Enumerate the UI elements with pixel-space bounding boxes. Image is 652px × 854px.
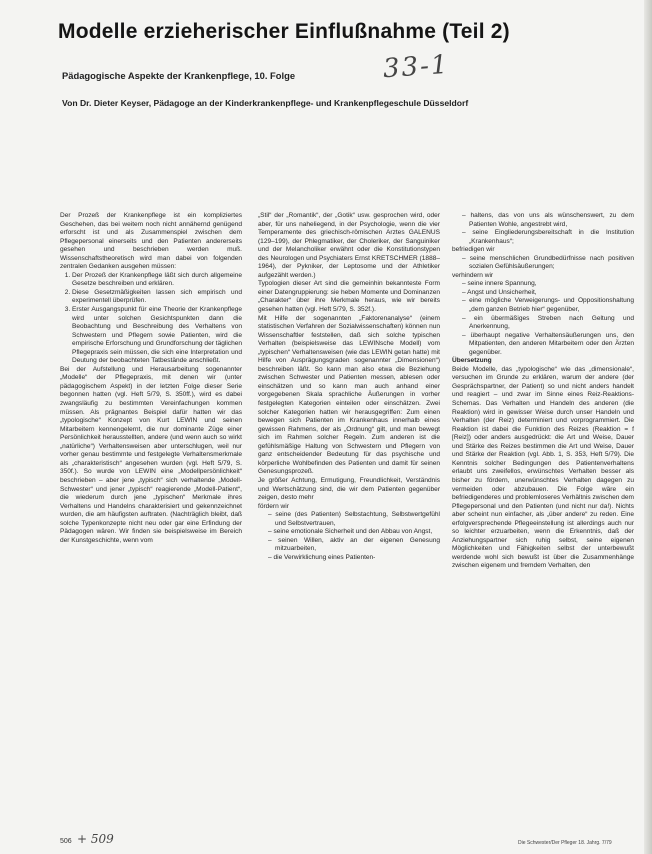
column2-lead: fördern wir	[258, 502, 289, 510]
column3-lead: verhindern wir	[452, 271, 494, 279]
column1-body: Bei der Aufstellung und Herausarbeitung sogenannter „Modelle“ der Pflegepraxis, mit denen wir (unter pädagogischem Aspekt) in der letzten Folge dieser Serie begonnen hatten (vgl. Heft 5/79, S. 350ff.), wird es dabei zwangsläufig zu bestimmten Vereinfachungen kommen müssen. Als prägnantes Beispiel dafür hatten wir das „typologische“ Konzept von Kurt LEWIN und seinen Mitarbeitern kennengelernt, die nur dominante Züge einer Persönlichkeit herausstellten, andere (und wenn auch so wirkt „natürliche“) Verhaltensweisen aber unterschlugen, weil nur vorher genau bestimmte und festgelegte Verhaltensmerkmale als „charakteristisch“ angesehen wurden (vgl. Heft 5/79, S. 350f.). So wurde von LEWIN eine „Modellpersönlichkeit“ beschrieben – aber jene „typisch“ sich verhaltende „Modell-Schwester“ und jener „typisch“ reagierende „Modell-Patient“, die wiederum durch jene „typischen“ Merkmale ihres Verhaltens und Handelns charakterisiert und gekennzeichnet wurden, die am häufigsten auftraten. (Nachträglich bleibt, daß solche Typenkonzepte nicht neu oder gar eine Erfindung der Pädagogen wären. Wir finden sie beispielsweise im Bereich der Kunstgeschichte, wenn vom	[60, 365, 242, 544]
list-item: – seine innere Spannung,	[462, 280, 634, 289]
list-item: – eine mögliche Verweigerungs- und Oppositionshaltung „dem ganzen Betrieb hier“ gegenüber,	[462, 297, 634, 314]
list-item: 3. Erster Ausgangspunkt für eine Theorie der Krankenpflege wird unter solchen Gesichtspunkten dann die Beobachtung und Beschreibung des Verhaltens von Schwestern und Pflegern sowie Patienten, wird die empirische Erforschung und Grundforschung der täglichen Pflegepraxis sein müssen, die sich eine Interpretation und Deutung der beobachteten Tatbestände anschließt.	[72, 306, 242, 366]
list-item: – Angst und Unsicherheit,	[462, 289, 634, 298]
section-heading: Übersetzung	[452, 357, 492, 365]
column3-list-1	[452, 212, 634, 246]
column3-list-3	[452, 280, 634, 357]
column2-paragraph: Mit Hilfe der sogenannten „Faktorenanalyse“ (einem statistischen Verfahren der Sozialwissenschaften) können nun Wissenschaftler feststellen, daß sich solche typischen Verhalten (beispielsweise das LEWINsche Modell) vom „typischen“ Verhaltensweisen (wie das LEWIN getan hatte) mit Hilfe von Ausprägungsgraden sogenannter „Dimensionen“) beschreiben läßt. So kann man also etwa die Beziehung zwischen Schwester und Patienten messen, ablesen oder einschätzen und so kann man auch anhand einer vorgegebenen Skala sprachliche Äußerungen in vorher festgelegten Kategorien einteilen oder einschätzen. Zwei solcher Kategorien hatten wir herausgegriffen: Zum einen bewegen sich Patienten im Krankenhaus innerhalb eines gewissen Rahmens, der als „Ordnung“ gilt, und man bewegt sich im Rahmen solcher Regeln. Zum anderen ist die gefühlsmäßige Haltung von Schwestern und Pflegern von ganz entscheidender Bedeutung für das psychische und körperliche Wohlbefinden des Patienten und damit für seinen Genesungsprozeß.	[258, 314, 440, 476]
column2-paragraph: Je größer Achtung, Ermutigung, Freundlichkeit, Verständnis und Wertschätzung sind, die wir dem Patienten gegenüber zeigen, desto mehr	[258, 476, 440, 502]
column1-list	[60, 272, 242, 366]
column3-lead: befriedigen wir	[452, 246, 495, 254]
text-column-1	[60, 212, 242, 832]
page-edge	[644, 0, 652, 854]
author-line: Von Dr. Dieter Keyser, Pädagoge an der Kinderkrankenpflege- und Krankenpflegeschule Düsseldorf	[62, 98, 469, 108]
text-column-3	[452, 212, 634, 832]
list-item: – seine emotionale Sicherheit und den Abbau von Angst,	[268, 528, 440, 537]
column1-intro: Der Prozeß der Krankenpflege ist ein kompliziertes Geschehen, das bei weitem noch nicht annähernd genügend erforscht ist und als Zusammenspiel zwischen dem Pflegepersonal einerseits und den Patienten andererseits gesehen und beschrieben werden muß. Wissenschaftstheoretisch wird man dabei von folgenden zentralen Gedanken ausgehen müssen:	[60, 212, 242, 271]
article-subtitle: Pädagogische Aspekte der Krankenpflege, 10. Folge	[62, 70, 296, 81]
list-item: – haltens, das von uns als wünschenswert, zu dem Patienten Wohle, angestrebt wird,	[462, 212, 634, 229]
list-item: – die Verwirklichung eines Patienten-	[268, 554, 440, 563]
handwritten-note: 33-1	[382, 49, 451, 85]
list-item: – seinen Willen, aktiv an der eigenen Genesung mitzuarbeiten,	[268, 537, 440, 554]
article-title: Modelle erzieherischer Einflußnahme (Teil 2)	[58, 20, 510, 43]
list-item: – seine menschlichen Grundbedürfnisse nach positiven sozialen Gefühlsäußerungen;	[462, 255, 634, 272]
column3-list-2	[452, 255, 634, 272]
list-item: 2. Diese Gesetzmäßigkeiten lassen sich empirisch und experimentell überprüfen.	[72, 289, 242, 306]
list-item: – ein übermäßiges Streben nach Geltung und Anerkennung,	[462, 315, 634, 332]
column3-body: Beide Modelle, das „typologische“ wie das „dimensionale“, versuchen im Grunde zu erklären, warum der andere (der Gesprächspartner, der Patient) so und nicht anders handelt und reagiert – und zwar im Sinne eines Reiz-Reaktions-Schemas. Das Verhalten und Handeln des anderen (die Reaktion) wird in gewisser Weise durch unser Handeln und Verhalten (der Reiz) determiniert und vorprogrammiert. Die Reaktion ist dabei die Funktion des Reizes (Reaktion = f [Reiz]) oder anders ausgedrückt: die Art und Weise, Dauer und Stärke des Reizes bestimmen die Art und Weise, Dauer und Stärke der Reaktion (vgl. Abb. 1, S. 353, Heft 5/79). Die Kenntnis solcher Bedingungen des Patientenverhaltens erlaubt uns zweifellos, erwünschtes Verhalten besser als bisher zu fördern, unerwünschtes Verhalten dagegen zu vermeiden oder abzubauen. Die Folge wäre ein befriedigenderes und problemloseres Verhältnis zwischen dem Pflegepersonal und den Patienten (und nicht nur da!). Nichts aber scheint nun einfacher, als „über andere“ zu reden. Eine erfolgversprechende Pflegeeinstellung ist allerdings auch nur so leichter erzuarbeiten, wenn die Erkenntnis, daß der Anziehungspartner sich ruhig selbst, seine eigenen Möglichkeiten und Fähigkeiten selbst der unterbewußt werdende wohl sich bewußt ist über die Zusammenhänge zwischen eigenem und fremdem Verhalten, den	[452, 365, 634, 570]
list-item: – überhaupt negative Verhaltensäußerungen uns, den Mitpatienten, den anderen Mitarbeitern oder den Ärzten gegenüber.	[462, 332, 634, 358]
list-item: – seine (des Patienten) Selbstachtung, Selbstwertgefühl und Selbstvertrauen,	[268, 511, 440, 528]
list-item: – seine Eingliederungsbereitschaft in die Institution „Krankenhaus“;	[462, 229, 634, 246]
column2-paragraph: Typologien dieser Art sind die gemeinhin bekannteste Form einer Datengruppierung: sie heben Momente und Dominanzen „Charakter“ über ihre Merkmale heraus, wie wir bereits gesehen hatten (vgl. Heft 5/79, S. 352f.).	[258, 280, 440, 314]
handwritten-page-note: + 509	[77, 832, 114, 846]
column2-list	[258, 511, 440, 562]
text-column-2	[258, 212, 440, 832]
list-item: 1. Der Prozeß der Krankenpflege läßt sich durch allgemeine Gesetze beschreiben und erklären.	[72, 272, 242, 289]
source-line: Die Schwester/Der Pfleger 18. Jahrg. 7/79	[518, 840, 612, 846]
column2-paragraph: „Stil“ der „Romantik“, der „Gotik“ usw. gesprochen wird, oder aber, für uns naheliegend, in der Psychologie, wenn die vier Temperamente des griechisch-römischen Arztes GALENUS (129–199), der Phlegmatiker, der Choleriker, der Sanguiniker und der Melancholiker erwähnt oder die Konstitutionstypen des Neurologen und Psychiaters Ernst KRETSCHMER (1888–1964), der Pykniker, der Leptosome und der Athletiker aufgezählt werden.)	[258, 212, 440, 279]
page-number: 506	[60, 838, 72, 845]
